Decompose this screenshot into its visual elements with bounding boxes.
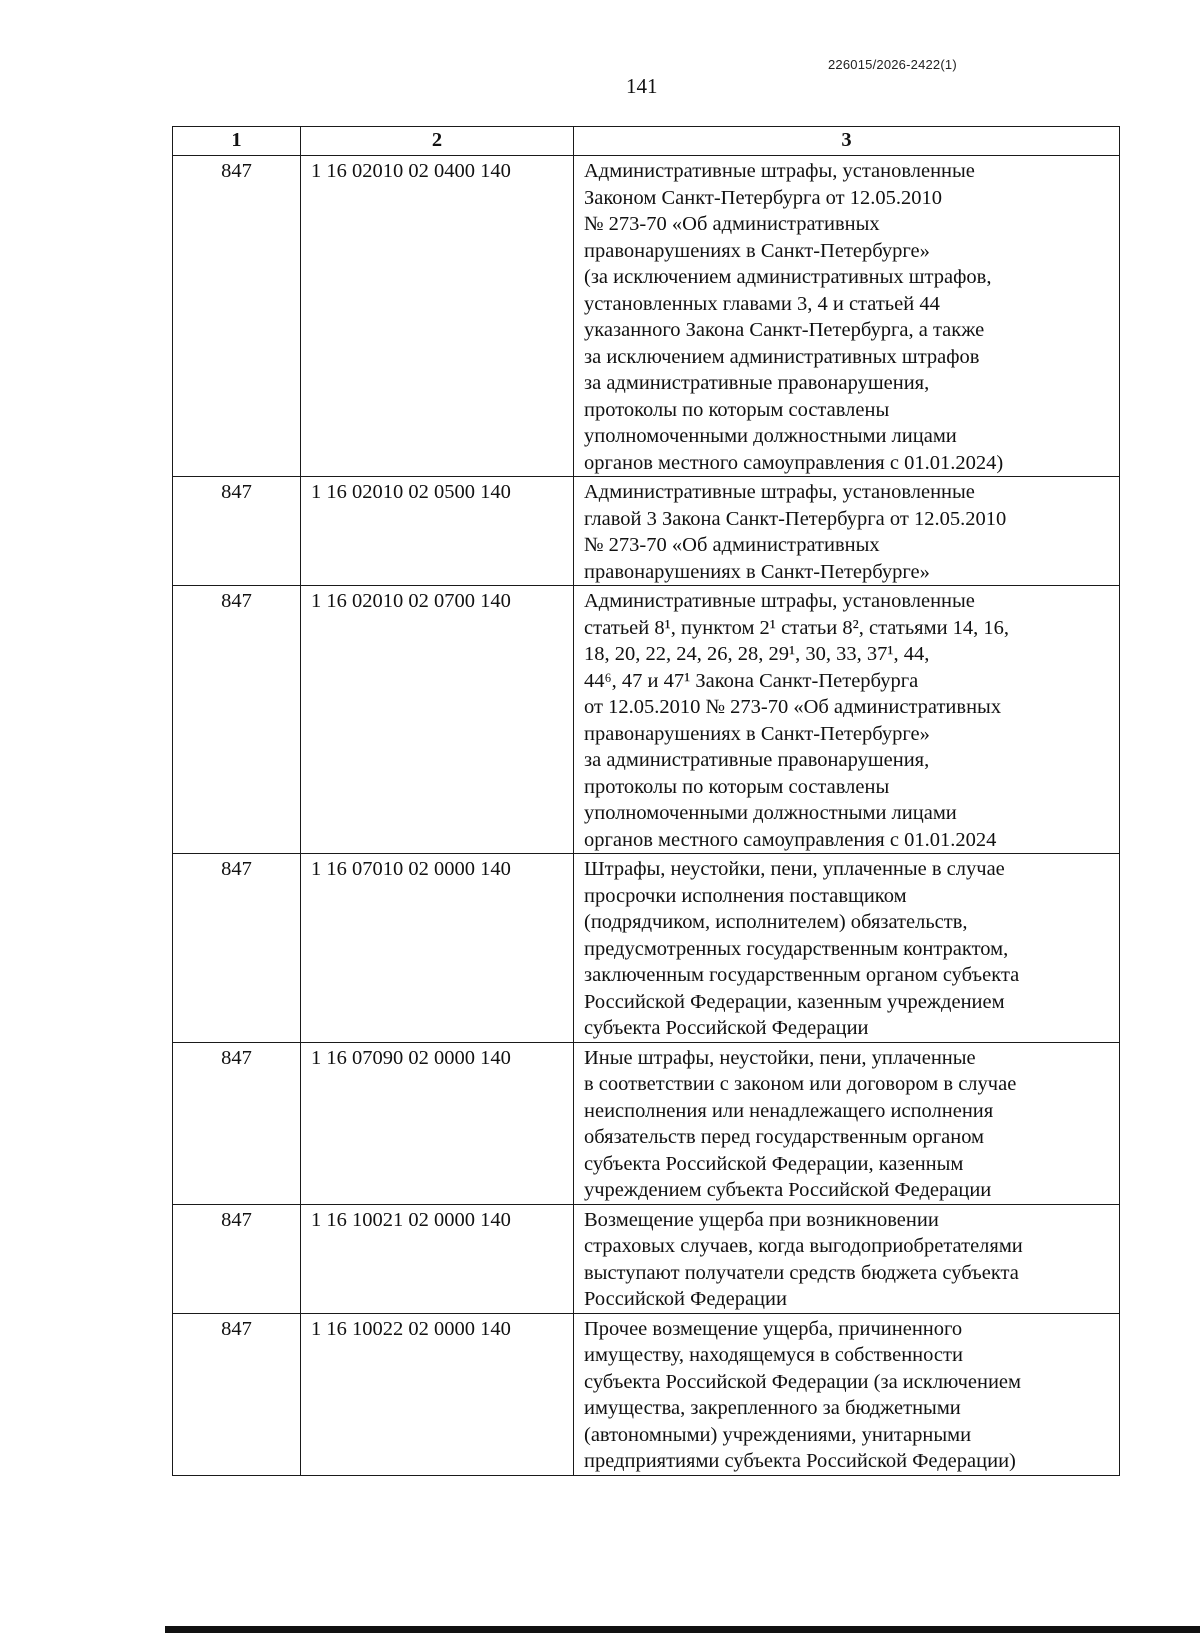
table-row — [173, 477, 1120, 586]
budget-classification-code-cell: 1 16 07010 02 0000 140 — [301, 854, 574, 1043]
description-line: страховых случаев, когда выгодоприобретателями — [584, 1235, 1023, 1257]
description-line: 18, 20, 22, 24, 26, 28, 29¹, 30, 33, 37¹, 44, — [584, 643, 930, 665]
description-line: правонарушениях в Санкт-Петербурге» — [584, 560, 930, 583]
description-line: уполномоченными должностными лицами — [584, 425, 957, 447]
column-header-2: 2 — [301, 127, 574, 156]
description-line: (подрядчиком, исполнителем) обязательств, — [584, 911, 968, 933]
description-line: за административные правонарушения, — [584, 749, 930, 771]
description-line: субъекта Российской Федерации, казенным — [584, 1152, 964, 1175]
budget-classification-code-cell: 1 16 02010 02 0700 140 — [301, 586, 574, 854]
description-line: главой 3 Закона Санкт-Петербурга от 12.05.2010 — [584, 507, 1007, 530]
description-line: Административные штрафы, установленные — [584, 481, 975, 503]
description-line: неисполнения или ненадлежащего исполнения — [584, 1099, 994, 1122]
description-line: в соответствии с законом или договором в случае — [584, 1073, 1017, 1095]
description-line: статьей 8¹, пунктом 2¹ статьи 8², статьями 14, 16, — [584, 616, 1010, 639]
description-line: Административные штрафы, установленные — [584, 160, 975, 182]
description-line: правонарушениях в Санкт-Петербурге» — [584, 722, 930, 745]
description-line: указанного Закона Санкт-Петербурга, а также — [584, 319, 985, 341]
table-body — [173, 156, 1120, 1476]
table-row — [173, 586, 1120, 854]
description-line: за административные правонарушения, — [584, 372, 930, 394]
description-line: предусмотренных государственным контрактом, — [584, 937, 1009, 960]
admin-code-cell: 847 — [173, 1313, 301, 1475]
description-line: Законом Санкт-Петербурга от 12.05.2010 — [584, 186, 942, 209]
budget-classification-code-cell: 1 16 10022 02 0000 140 — [301, 1313, 574, 1475]
table-row — [173, 1042, 1120, 1204]
description-cell — [574, 1042, 1120, 1204]
admin-code-cell: 847 — [173, 1204, 301, 1313]
description-cell — [574, 1204, 1120, 1313]
description-line: просрочки исполнения поставщиком — [584, 884, 907, 907]
description-line: № 273-70 «Об административных — [584, 534, 880, 556]
scan-edge-bar — [165, 1626, 1200, 1633]
description-line: (за исключением административных штрафов, — [584, 266, 992, 288]
description-line: Иные штрафы, неустойки, пени, уплаченные — [584, 1046, 976, 1069]
description-line: выступают получатели средств бюджета субъекта — [584, 1261, 1019, 1284]
description-line: Возмещение ущерба при возникновении — [584, 1208, 939, 1231]
description-line: (автономными) учреждениями, унитарными — [584, 1423, 972, 1446]
budget-classification-code-cell: 1 16 02010 02 0400 140 — [301, 156, 574, 477]
admin-code-cell: 847 — [173, 854, 301, 1043]
document-code: 226015/2026-2422(1) — [828, 57, 957, 72]
admin-code-cell: 847 — [173, 1042, 301, 1204]
admin-code-cell: 847 — [173, 586, 301, 854]
description-line: Административные штрафы, установленные — [584, 590, 975, 612]
description-line: Российской Федерации, казенным учреждением — [584, 990, 1005, 1013]
description-line: 44⁶, 47 и 47¹ Закона Санкт-Петербурга — [584, 669, 919, 692]
page-number: 141 — [626, 74, 658, 98]
column-header-3: 3 — [574, 127, 1120, 156]
budget-classification-code-cell: 1 16 02010 02 0500 140 — [301, 477, 574, 586]
description-line: установленных главами 3, 4 и статьей 44 — [584, 292, 940, 315]
table-header-row — [173, 127, 1120, 156]
table-row — [173, 854, 1120, 1043]
description-line: протоколы по которым составлены — [584, 775, 890, 798]
description-line: Прочее возмещение ущерба, причиненного — [584, 1317, 963, 1340]
table-row — [173, 1204, 1120, 1313]
description-line: имущества, закрепленного за бюджетными — [584, 1397, 961, 1419]
budget-classification-code-cell: 1 16 10021 02 0000 140 — [301, 1204, 574, 1313]
description-line: № 273-70 «Об административных — [584, 213, 880, 235]
description-cell — [574, 477, 1120, 586]
description-line: Российской Федерации — [584, 1288, 787, 1310]
description-line: имуществу, находящемуся в собственности — [584, 1344, 963, 1366]
description-cell — [574, 586, 1120, 854]
description-line: уполномоченными должностными лицами — [584, 802, 957, 824]
description-cell — [574, 156, 1120, 477]
description-cell — [574, 854, 1120, 1043]
description-line: за исключением административных штрафов — [584, 345, 980, 368]
table-row — [173, 156, 1120, 477]
description-line: от 12.05.2010 № 273-70 «Об административных — [584, 696, 1002, 718]
description-line: заключенным государственным органом субъекта — [584, 964, 1020, 986]
admin-code-cell: 847 — [173, 156, 301, 477]
description-line: субъекта Российской Федерации — [584, 1017, 869, 1039]
column-header-1: 1 — [173, 127, 301, 156]
description-cell — [574, 1313, 1120, 1475]
description-line: органов местного самоуправления с 01.01.2024) — [584, 451, 1004, 474]
admin-code-cell: 847 — [173, 477, 301, 586]
description-line: Штрафы, неустойки, пени, уплаченные в случае — [584, 858, 1005, 880]
description-line: правонарушениях в Санкт-Петербурге» — [584, 239, 930, 262]
description-line: протоколы по которым составлены — [584, 398, 890, 421]
description-line: субъекта Российской Федерации (за исключением — [584, 1370, 1022, 1393]
description-line: органов местного самоуправления с 01.01.2024 — [584, 828, 997, 851]
description-line: предприятиями субъекта Российской Федерации) — [584, 1450, 1016, 1472]
revenue-codes-table — [172, 126, 1120, 1476]
budget-classification-code-cell: 1 16 07090 02 0000 140 — [301, 1042, 574, 1204]
description-line: обязательств перед государственным органом — [584, 1126, 985, 1148]
table-row — [173, 1313, 1120, 1475]
description-line: учреждением субъекта Российской Федерации — [584, 1179, 992, 1201]
